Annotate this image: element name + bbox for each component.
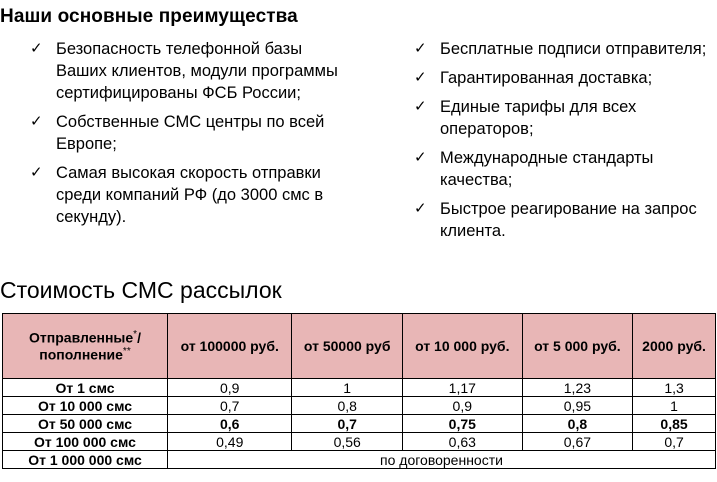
corner-header xyxy=(3,314,168,379)
table-cell: 1,3 xyxy=(633,379,716,397)
table-row xyxy=(3,415,716,433)
corner-sup-a: * xyxy=(133,329,138,341)
advantage-text: Гарантированная доставка; xyxy=(440,69,653,87)
row-label: От 50 000 смс xyxy=(3,415,168,433)
column-header: от 5 000 руб. xyxy=(522,314,632,379)
table-cell: 0,7 xyxy=(168,397,292,415)
advantage-item xyxy=(414,147,714,191)
table-cell: 0,8 xyxy=(292,397,402,415)
check-icon: ✓ xyxy=(414,200,427,217)
table-cell: 0,7 xyxy=(633,433,716,451)
page-title: Наши основные преимущества xyxy=(0,6,298,27)
table-row xyxy=(3,397,716,415)
advantage-item xyxy=(30,38,350,104)
advantage-item xyxy=(414,96,714,140)
column-header: от 50000 руб xyxy=(292,314,402,379)
table-cell: 0,7 xyxy=(292,415,402,433)
pricing-table xyxy=(2,313,716,469)
advantage-text: Быстрое реагирование на запрос клиента. xyxy=(440,200,697,240)
table-cell: 1 xyxy=(633,397,716,415)
advantage-text: Собственные СМС центры по всей Европе; xyxy=(56,113,325,153)
row-label: От 1 000 000 смс xyxy=(3,451,168,469)
advantage-text: Безопасность телефонной базы Ваших клиентов, модули программы сертифицированы ФСБ России; xyxy=(56,40,338,102)
table-cell-merged: по договоренности xyxy=(168,451,716,469)
row-label: От 100 000 смс xyxy=(3,433,168,451)
advantage-item xyxy=(414,67,714,89)
pricing-title: Стоимость СМС рассылок xyxy=(0,277,282,303)
check-icon: ✓ xyxy=(30,164,43,181)
advantage-item xyxy=(30,111,350,155)
check-icon: ✓ xyxy=(414,40,427,57)
advantages-right-list xyxy=(414,38,714,249)
column-header: 2000 руб. xyxy=(633,314,716,379)
pricing-header-row xyxy=(3,314,716,379)
advantage-item xyxy=(30,162,350,228)
advantage-item xyxy=(414,38,714,60)
check-icon: ✓ xyxy=(30,113,43,130)
table-cell: 0,9 xyxy=(402,397,522,415)
table-cell: 0,85 xyxy=(633,415,716,433)
advantages-left-list xyxy=(30,38,350,235)
advantage-text: Бесплатные подписи отправителя; xyxy=(440,40,707,58)
advantage-item xyxy=(414,198,714,242)
table-cell: 1,23 xyxy=(522,379,632,397)
table-cell: 0,49 xyxy=(168,433,292,451)
table-cell: 0,56 xyxy=(292,433,402,451)
table-row xyxy=(3,433,716,451)
row-label: От 1 смс xyxy=(3,379,168,397)
table-cell: 0,95 xyxy=(522,397,632,415)
check-icon: ✓ xyxy=(414,149,427,166)
table-row xyxy=(3,379,716,397)
check-icon: ✓ xyxy=(414,69,427,86)
corner-label-b: / пополнение xyxy=(39,330,141,363)
table-cell: 1,17 xyxy=(402,379,522,397)
corner-sup-b: ** xyxy=(122,346,131,357)
table-cell: 0,75 xyxy=(402,415,522,433)
table-cell: 0,8 xyxy=(522,415,632,433)
column-header: от 10 000 руб. xyxy=(402,314,522,379)
row-label: От 10 000 смс xyxy=(3,397,168,415)
advantage-text: Единые тарифы для всех операторов; xyxy=(440,98,637,138)
advantage-text: Международные стандарты качества; xyxy=(440,149,654,189)
table-cell: 1 xyxy=(292,379,402,397)
table-cell: 0,6 xyxy=(168,415,292,433)
corner-label-a: Отправленные xyxy=(29,330,134,346)
table-cell: 0,67 xyxy=(522,433,632,451)
check-icon: ✓ xyxy=(30,40,43,57)
table-row xyxy=(3,451,716,469)
table-cell: 0,63 xyxy=(402,433,522,451)
check-icon: ✓ xyxy=(414,98,427,115)
column-header: от 100000 руб. xyxy=(168,314,292,379)
advantage-text: Самая высокая скорость отправки среди компаний РФ (до 3000 смс в секунду). xyxy=(56,164,324,226)
table-cell: 0,9 xyxy=(168,379,292,397)
